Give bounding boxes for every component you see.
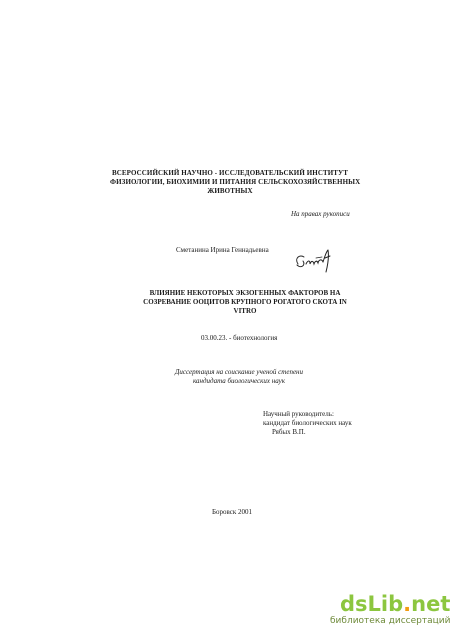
author-name: Сметанина Ирина Геннадьевна [176,246,269,254]
institute-line: ЖИВОТНЫХ [207,187,253,195]
dissertation-title [118,289,372,316]
handwritten-signature [292,246,336,274]
title-line: СОЗРЕВАНИЕ ООЦИТОВ КРУПНОГО РОГАТОГО СКОТА IN [143,298,347,306]
institute-line: ВСЕРОССИЙСКИЙ НАУЧНО - ИССЛЕДОВАТЕЛЬСКИЙ ИНСТИТУТ [111,169,349,177]
specialty-code: 03.00.23. - биотехнология [201,334,278,342]
degree-line: Диссертация на соискание ученой степени [174,368,304,376]
dslib-watermark [330,592,450,632]
degree-line: кандидата биологических наук [192,377,286,385]
title-line: ВЛИЯНИЕ НЕКОТОРЫХ ЭКЗОГЕННЫХ ФАКТОРОВ НА [149,289,341,297]
supervisor-name: Рябых В.П. [272,428,306,436]
scientific-supervisor [263,410,352,437]
degree-statement [140,368,338,386]
institute-name [110,169,361,196]
institute-line: ФИЗИОЛОГИИ, БИОХИМИИ И ПИТАНИЯ СЕЛЬСКОХОЗЯЙСТВЕННЫХ [110,178,361,186]
place-and-year: Боровск 2001 [212,508,253,516]
dslib-logo [340,592,450,616]
logo-dot: . [403,592,412,616]
supervisor-degree: кандидат биологических наук [263,419,352,427]
manuscript-rights-note: На правах рукописи [291,210,350,218]
logo-main: dsLib [340,592,404,616]
logo-tld: net [411,592,450,616]
title-line: VITRO [233,307,257,315]
dslib-subtitle: библиотека диссертаций [330,616,450,626]
supervisor-label: Научный руководитель: [263,410,334,418]
